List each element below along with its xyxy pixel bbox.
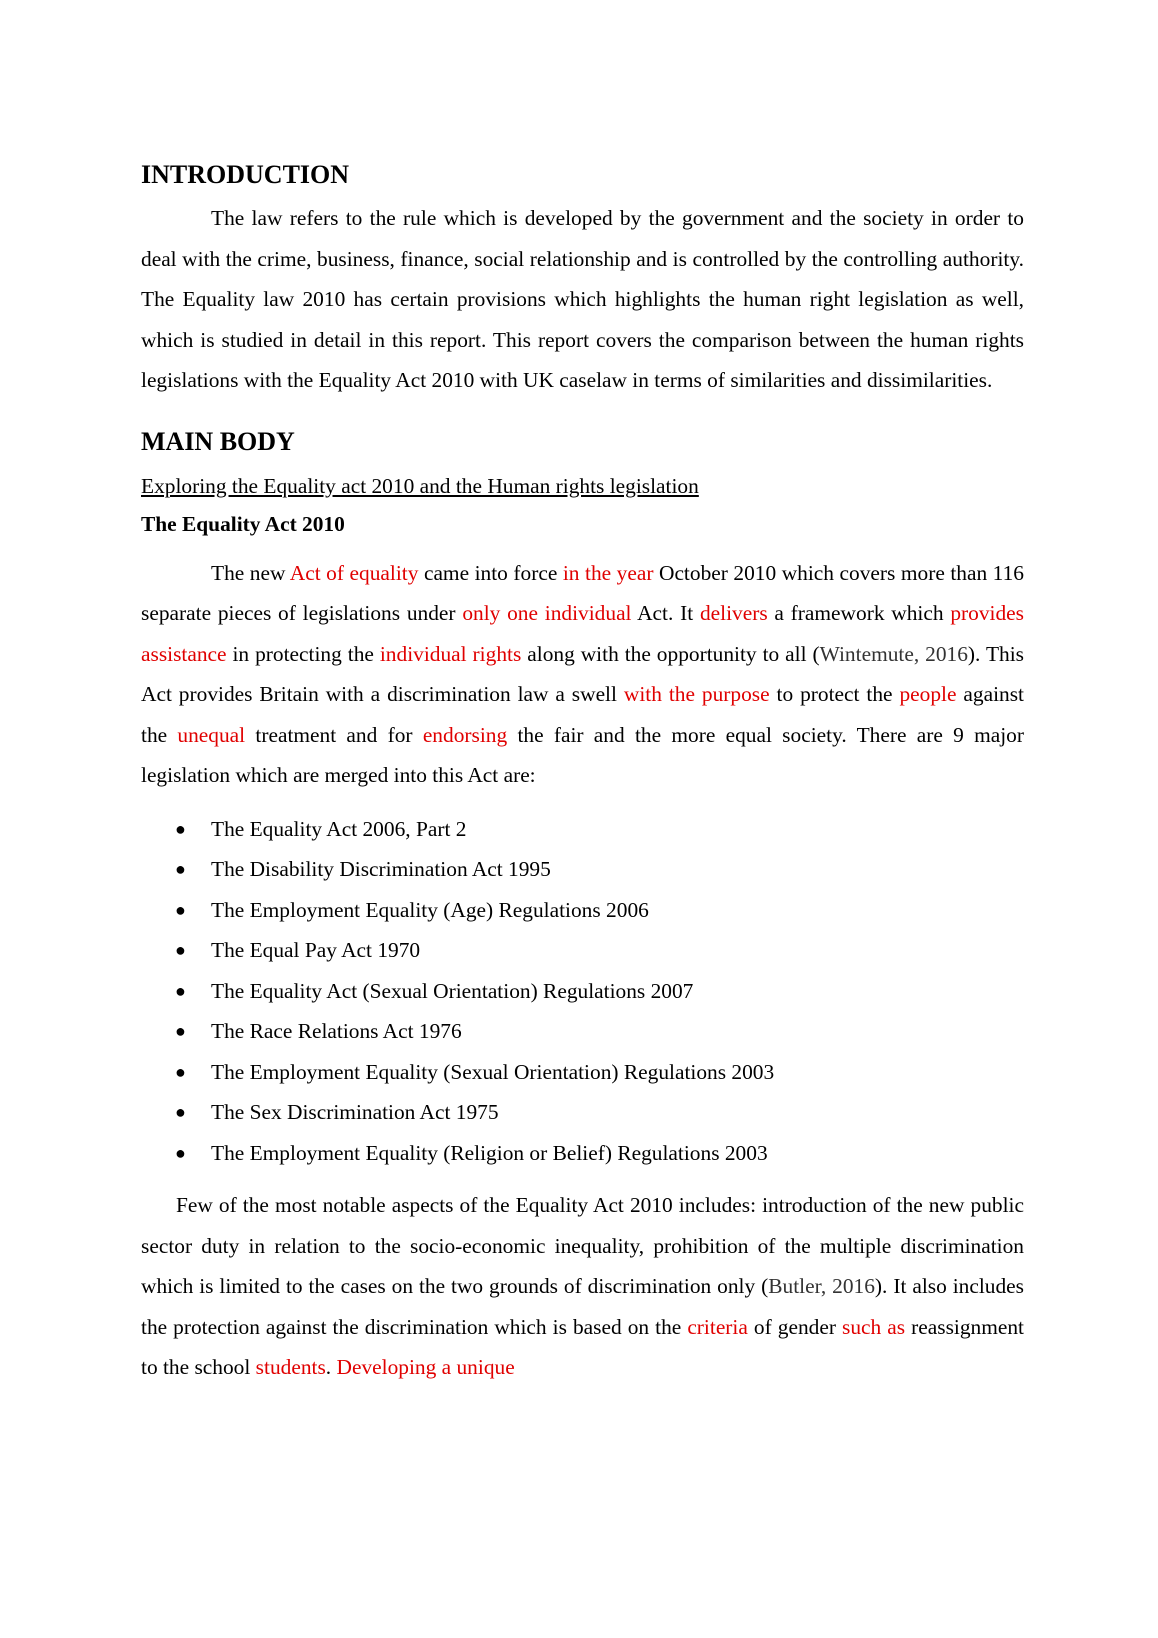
- list-item: [141, 849, 1024, 890]
- text-span: the fair and the more equal society. There are 9 major legislation which are merged into this Act are:: [141, 722, 1024, 787]
- highlighted-phrase: such as: [842, 1314, 906, 1339]
- text-span: Act. It: [631, 601, 700, 625]
- page-content: [141, 158, 1024, 1388]
- text-span: along with the opportunity to all (: [521, 641, 820, 666]
- bullet-icon: ●: [175, 818, 186, 839]
- citation: Wintemute, 2016: [819, 641, 968, 666]
- highlighted-phrase: unequal: [177, 722, 246, 747]
- highlighted-phrase: endorsing: [422, 722, 508, 747]
- list-item-text: The Sex Discrimination Act 1975: [211, 1100, 499, 1124]
- highlighted-phrase: people: [899, 682, 957, 706]
- text-span: came into force: [418, 560, 563, 585]
- list-item-text: The Employment Equality (Religion or Belief) Regulations 2003: [211, 1140, 768, 1165]
- text-span: treatment and for: [245, 722, 423, 747]
- text-span: ). This Act provides Britain with a discrimination law a swell: [141, 641, 1024, 706]
- highlighted-phrase: Act of equality: [289, 560, 419, 585]
- list-item-text: The Employment Equality (Age) Regulations 2006: [211, 897, 649, 922]
- highlighted-phrase: individual rights: [379, 641, 522, 666]
- text-span: reassignment to the school: [141, 1314, 1024, 1379]
- highlighted-phrase: criteria: [687, 1314, 748, 1339]
- list-item-text: The Equal Pay Act 1970: [211, 938, 421, 962]
- bullet-icon: ●: [175, 859, 186, 879]
- exploring-subheading: Exploring the Equality act 2010 and the Human rights legislation: [141, 473, 699, 498]
- highlighted-phrase: provides assistance: [141, 601, 1024, 666]
- intro-paragraph: The law refers to the rule which is developed by the government and the society in order to deal with the crime, business, finance, social relationship and is controlled by the controlling authority. The Equality law 2010 has certain provisions which highlights the human right legislation as well, which is studied in detail in this report. This report covers the comparison between the human rights legislations with the Equality Act 2010 with UK caselaw in terms of similarities and dissimilarities.: [141, 206, 1024, 392]
- list-item: [141, 930, 1024, 971]
- bullet-icon: ●: [175, 1061, 186, 1082]
- list-item: [141, 971, 1024, 1012]
- list-item-text: The Equality Act 2006, Part 2: [211, 816, 467, 841]
- text-span: October 2010 which covers more than 116 separate pieces of legislations under: [141, 560, 1024, 625]
- bullet-icon: ●: [175, 1142, 186, 1163]
- text-span: .: [325, 1355, 337, 1379]
- intro-heading: INTRODUCTION: [141, 160, 350, 189]
- highlighted-phrase: with the purpose: [623, 682, 770, 706]
- text-span: of gender: [747, 1314, 843, 1339]
- list-item: [141, 809, 1024, 850]
- text-span: against the: [141, 682, 1024, 747]
- list-item: [141, 1011, 1024, 1052]
- list-item-text: The Race Relations Act 1976: [211, 1019, 462, 1043]
- text-span: a framework which: [767, 601, 951, 625]
- main-body-heading: MAIN BODY: [141, 426, 295, 456]
- text-span: Few of the most notable aspects of the Equality Act 2010 includes: introduction of the new public sector duty in relation to the socio-economic inequality, prohibition of the multiple discrimination which is limited to the cases on the two grounds of discrimination only (: [141, 1193, 1024, 1298]
- bullet-icon: ●: [175, 940, 186, 960]
- list-item-text: The Employment Equality (Sexual Orientation) Regulations 2003: [211, 1059, 775, 1084]
- bullet-icon: ●: [175, 899, 186, 920]
- equality-act-paragraph: [141, 553, 1024, 796]
- text-span: ). It also includes the protection against the discrimination which is based on the: [141, 1274, 1024, 1339]
- list-item: [141, 1052, 1024, 1093]
- list-item: [141, 890, 1024, 931]
- list-item-text: The Equality Act (Sexual Orientation) Regulations 2007: [211, 978, 694, 1003]
- legislation-list: [141, 809, 1024, 1174]
- highlighted-phrase: only one individual: [462, 601, 632, 625]
- citation: Butler, 2016: [768, 1274, 875, 1298]
- list-item: [141, 1092, 1024, 1133]
- text-span: in protecting the: [226, 641, 380, 666]
- highlighted-phrase: students: [255, 1355, 326, 1379]
- notable-aspects-paragraph: [141, 1185, 1024, 1388]
- equality-act-subheading: The Equality Act 2010: [141, 511, 345, 536]
- highlighted-phrase: delivers: [699, 601, 768, 625]
- text-span: The new: [211, 560, 290, 585]
- list-item-text: The Disability Discrimination Act 1995: [211, 857, 551, 881]
- bullet-icon: ●: [175, 980, 186, 1001]
- bullet-icon: ●: [175, 1102, 186, 1122]
- bullet-icon: ●: [175, 1021, 186, 1041]
- list-item: [141, 1133, 1024, 1174]
- highlighted-phrase: Developing a unique: [336, 1355, 515, 1379]
- text-span: to protect the: [769, 682, 900, 706]
- highlighted-phrase: in the year: [562, 560, 654, 585]
